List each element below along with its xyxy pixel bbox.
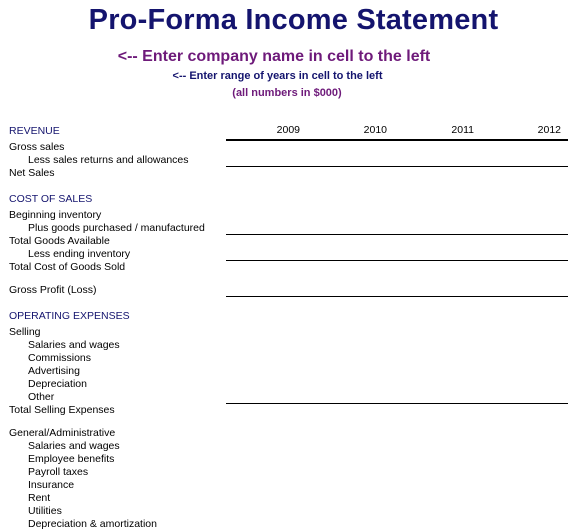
row-selling-item[interactable]: Commissions bbox=[28, 352, 92, 364]
row-ga-item[interactable]: Employee benefits bbox=[28, 453, 115, 465]
section-heading-revenue: REVENUE bbox=[9, 125, 60, 137]
year-cell[interactable]: 2012 bbox=[537, 124, 561, 136]
subtotal-rule bbox=[226, 234, 568, 235]
row-gross-sales[interactable]: Gross sales bbox=[9, 141, 65, 153]
row-selling[interactable]: Selling bbox=[9, 326, 41, 338]
year-cell[interactable]: 2009 bbox=[276, 124, 300, 136]
company-name-instruction: <-- Enter company name in cell to the left bbox=[117, 48, 431, 65]
row-ending-inventory[interactable]: Less ending inventory bbox=[28, 248, 131, 260]
row-ga-item[interactable]: Payroll taxes bbox=[28, 466, 89, 478]
row-total-selling[interactable]: Total Selling Expenses bbox=[9, 404, 115, 416]
row-returns[interactable]: Less sales returns and allowances bbox=[28, 154, 189, 166]
subtotal-rule bbox=[226, 260, 568, 261]
row-ga-item[interactable]: Utilities bbox=[28, 505, 62, 517]
page-title: Pro-Forma Income Statement bbox=[88, 4, 499, 36]
section-heading-operating-expenses: OPERATING EXPENSES bbox=[9, 310, 130, 322]
row-general-admin[interactable]: General/Administrative bbox=[9, 427, 116, 439]
row-beginning-inventory[interactable]: Beginning inventory bbox=[9, 209, 102, 221]
row-selling-item[interactable]: Salaries and wages bbox=[28, 339, 120, 351]
row-selling-item[interactable]: Other bbox=[28, 391, 55, 403]
row-goods-purchased[interactable]: Plus goods purchased / manufactured bbox=[28, 222, 205, 234]
subtotal-rule bbox=[226, 166, 568, 167]
row-gross-profit[interactable]: Gross Profit (Loss) bbox=[9, 284, 97, 296]
subtotal-rule bbox=[226, 403, 568, 404]
row-ga-item[interactable]: Insurance bbox=[28, 479, 75, 491]
year-range-instruction: <-- Enter range of years in cell to the left bbox=[172, 70, 383, 82]
year-cell[interactable]: 2011 bbox=[451, 124, 474, 136]
row-selling-item[interactable]: Depreciation bbox=[28, 378, 87, 390]
units-note: (all numbers in $000) bbox=[232, 87, 342, 99]
row-ga-item[interactable]: Rent bbox=[28, 492, 51, 504]
row-total-cogs[interactable]: Total Cost of Goods Sold bbox=[9, 261, 126, 273]
row-selling-item[interactable]: Advertising bbox=[28, 365, 80, 377]
row-net-sales[interactable]: Net Sales bbox=[9, 167, 55, 179]
subtotal-rule bbox=[226, 296, 568, 297]
row-ga-item[interactable]: Depreciation & amortization bbox=[28, 518, 157, 530]
year-cell[interactable]: 2010 bbox=[363, 124, 387, 136]
row-ga-item[interactable]: Salaries and wages bbox=[28, 440, 120, 452]
section-heading-cost-of-sales: COST OF SALES bbox=[9, 193, 93, 205]
row-total-goods-available[interactable]: Total Goods Available bbox=[9, 235, 110, 247]
